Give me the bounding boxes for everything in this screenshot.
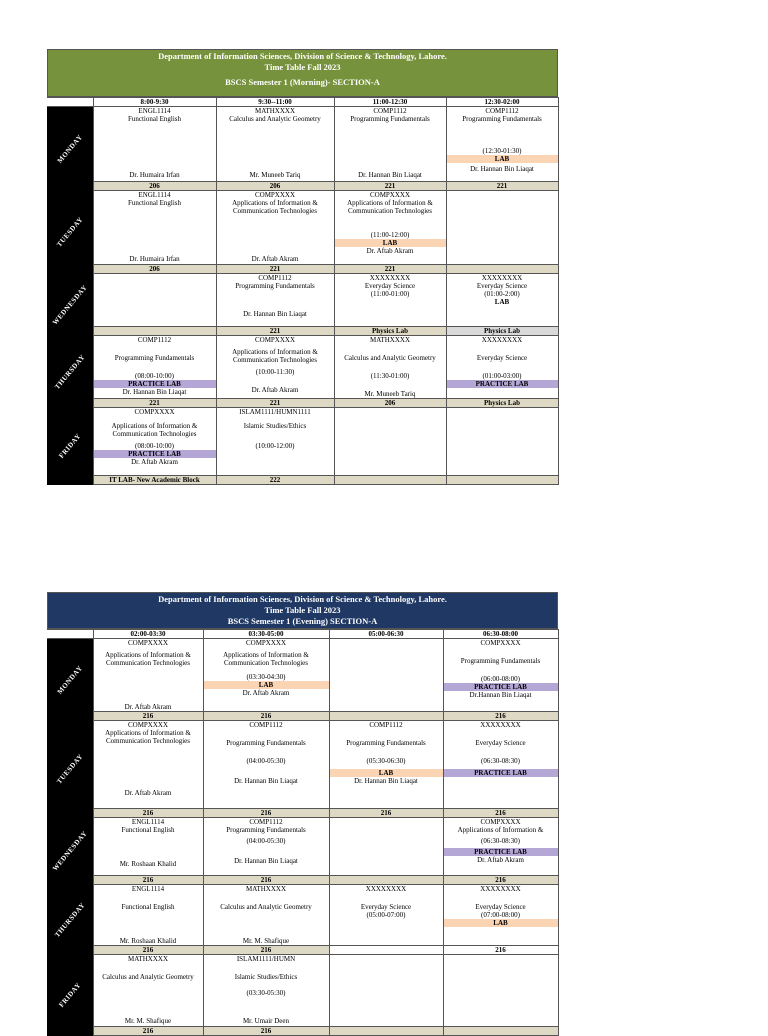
room-label: 206 [93,265,216,274]
room-label: 221 [216,399,334,408]
room-label: 222 [216,476,334,485]
day-row-tuesday [47,721,558,809]
class-cell: COMPXXXX Applications of Information & Communication Technologies Dr. Aftab Akram [216,191,334,265]
room-row [47,399,558,408]
lab-badge: LAB [447,155,558,163]
class-cell: ISLAM1111/HUMN1111 Islamic Studies/Ethics (10:00-12:00) [216,408,334,476]
day-row-thursday [47,336,558,399]
empty-cell [93,274,216,327]
room-label: 206 [93,182,216,191]
time-slot: 8:00-9:30 [93,98,216,107]
class-cell: COMP1112 Programming Fundamentals (08:00-10:00) PRACTICE LAB Dr. Hannan Bin Liaqat [93,336,216,399]
room-label: Physics Lab [334,327,446,336]
room-label: 216 [93,712,203,721]
department-title: Department of Information Sciences, Division of Science & Technology, Lahore. [158,51,447,61]
room-label: 221 [334,265,446,274]
room-label: 206 [334,399,446,408]
day-row-thursday [47,885,558,946]
day-label: TUESDAY [47,721,93,818]
class-cell: COMP1112 Programming Fundamentals (05:30-06:30) LAB Dr. Hannan Bin Liaqat [329,721,443,809]
class-cell: COMPXXXX Applications of Information & Communication Technologies Dr. Aftab Akram [93,721,203,809]
time-slot: 12:30-02:00 [446,98,558,107]
room-row [47,476,558,485]
evening-schedule-table [47,629,559,1036]
room-label: Physics Lab [446,399,558,408]
class-cell: ENGL1114 Functional English Mr. Roshaan Khalid [93,818,203,876]
class-cell: XXXXXXXX Everyday Science (07:00-08:00) LAB [443,885,558,946]
day-label: TUESDAY [47,191,93,274]
empty-cell [446,408,558,476]
class-cell: MATHXXXX Calculus and Analytic Geometry Mr. M. Shafique [93,955,203,1027]
class-cell: XXXXXXXX Everyday Science (01:00-03:00) PRACTICE LAB [446,336,558,399]
day-row-friday [47,955,558,1027]
room-label: 216 [443,946,558,955]
room-label: 216 [93,876,203,885]
class-cell: COMPXXXX Applications of Information & Communication Technologies (11:00-12:00) LAB Dr. Aftab Akram [334,191,446,265]
day-row-monday [47,107,558,182]
section-title: BSCS Semester 1 (Morning)- SECTION-A [225,77,380,87]
class-cell: COMPXXXX Applications of Information & Communication Technologies Dr. Aftab Akram [93,639,203,712]
room-row [47,265,558,274]
empty-cell [334,408,446,476]
practice-lab-badge: PRACTICE LAB [444,683,558,691]
class-cell: COMP1112 Programming Fundamentals (04:00-05:30) Dr. Hannan Bin Liaqat [203,818,329,876]
class-cell: COMPXXXX Applications of Information & Communication Technologies (08:00-10:00) PRACTICE LAB Dr. Aftab Akram [93,408,216,476]
room-row [47,182,558,191]
empty-cell [443,955,558,1027]
class-cell: COMP1112 Programming Fundamentals (04:00-05:30) Dr. Hannan Bin Liaqat [203,721,329,809]
room-row [47,1027,558,1036]
department-title: Department of Information Sciences, Division of Science & Technology, Lahore. [158,594,447,604]
time-slot: 9:30--11:00 [216,98,334,107]
morning-header [47,49,558,97]
day-label: MONDAY [47,639,93,721]
room-label: 221 [93,399,216,408]
time-slot: 03:30-05:00 [203,630,329,639]
room-label: 221 [334,182,446,191]
room-label: 216 [329,809,443,818]
room-label: 216 [443,712,558,721]
class-cell: MATHXXXX Calculus and Analytic Geometry Mr. Muneeb Tariq [216,107,334,182]
class-cell: COMP1112 Programming Fundamentals (12:30-01:30) LAB Dr. Hannan Bin Liaqat [446,107,558,182]
class-cell: MATHXXXX Calculus and Analytic Geometry (11:30-01:00) Mr. Muneeb Tariq [334,336,446,399]
day-label: FRIDAY [47,408,93,485]
room-row [47,327,558,336]
time-header-row [47,630,558,639]
empty-cell [446,191,558,265]
room-label: 206 [216,182,334,191]
room-label: 221 [216,265,334,274]
room-label: 216 [203,946,329,955]
lab-badge: LAB [335,239,446,247]
class-cell: COMPXXXX Applications of Information & Communication Technologies (03:30-04:30) LAB Dr. Aftab Akram [203,639,329,712]
day-row-wednesday [47,818,558,876]
room-label: 216 [203,1027,329,1036]
room-label: IT LAB- New Academic Block [93,476,216,485]
class-cell: MATHXXXX Calculus and Analytic Geometry Mr. M. Shafique [203,885,329,946]
room-row [47,946,558,955]
class-cell: COMP1112 Programming Fundamentals Dr. Hannan Bin Liaqat [216,274,334,327]
class-cell: ENGL1114 Functional English Dr. Humaira Irfan [93,107,216,182]
room-label: 216 [203,809,329,818]
day-label: MONDAY [47,107,93,191]
empty-cell [329,818,443,876]
time-header-row [47,98,558,107]
class-cell: ISLAM1111/HUMN Islamic Studies/Ethics (03:30-05:30) Mr. Umair Deen [203,955,329,1027]
lab-badge: LAB [447,298,558,306]
room-label: 216 [93,946,203,955]
practice-lab-badge: PRACTICE LAB [94,380,216,388]
term-title: Time Table Fall 2023 [264,62,341,72]
time-slot: 11:00-12:30 [334,98,446,107]
day-label: THURSDAY [47,336,93,408]
room-label: 221 [446,182,558,191]
room-label: 216 [443,876,558,885]
day-label: THURSDAY [47,885,93,955]
class-cell: XXXXXXXX Everyday Science (11:00-01:00) [334,274,446,327]
class-cell: COMPXXXX Applications of Information & (06:30-08:30) PRACTICE LAB Dr. Aftab Akram [443,818,558,876]
empty-cell [329,955,443,1027]
day-row-monday [47,639,558,712]
day-label: WEDNESDAY [47,274,93,336]
morning-schedule-table [47,97,559,485]
class-cell: XXXXXXXX Everyday Science (06:30-08:30) PRACTICE LAB [443,721,558,809]
day-label: FRIDAY [47,955,93,1036]
empty-cell [329,639,443,712]
room-label: Physics Lab [446,327,558,336]
class-cell: COMP1112 Programming Fundamentals Dr. Hannan Bin Liaqat [334,107,446,182]
room-row [47,809,558,818]
term-title: Time Table Fall 2023 [264,605,341,615]
day-label: WEDNESDAY [47,818,93,885]
time-slot: 02:00-03:30 [93,630,203,639]
class-cell: ENGL1114 Functional English Mr. Roshaan Khalid [93,885,203,946]
lab-badge: LAB [330,769,443,777]
class-cell: COMPXXXX Applications of Information & Communication Technologies (10:00-11:30) Dr. Aftab Akram [216,336,334,399]
class-cell: XXXXXXXX Everyday Science (05:00-07:00) [329,885,443,946]
lab-badge: LAB [204,681,329,689]
class-cell: ENGL1114 Functional English Dr. Humaira Irfan [93,191,216,265]
time-slot: 06:30-08:00 [443,630,558,639]
day-row-tuesday [47,191,558,265]
room-label: 216 [443,809,558,818]
day-row-wednesday [47,274,558,327]
section-title: BSCS Semester 1 (Evening) SECTION-A [227,616,378,626]
practice-lab-badge: PRACTICE LAB [447,380,558,388]
practice-lab-badge: PRACTICE LAB [444,848,558,856]
room-label: 221 [216,327,334,336]
room-row [47,712,558,721]
evening-timetable [47,592,558,1036]
room-label: 216 [93,809,203,818]
room-label: 216 [93,1027,203,1036]
room-label: 216 [203,876,329,885]
class-cell: XXXXXXXX Everyday Science (01:00-2:00) LAB [446,274,558,327]
room-label: 216 [203,712,329,721]
lab-badge: LAB [444,919,558,927]
room-row [47,876,558,885]
time-slot: 05:00-06:30 [329,630,443,639]
evening-header [47,592,558,629]
day-row-friday [47,408,558,476]
practice-lab-badge: PRACTICE LAB [444,769,558,777]
morning-timetable [47,49,558,485]
practice-lab-badge: PRACTICE LAB [94,450,216,458]
class-cell: COMPXXXX Programming Fundamentals (06:00-08:00) PRACTICE LAB Dr.Hannan Bin Liaqat [443,639,558,712]
